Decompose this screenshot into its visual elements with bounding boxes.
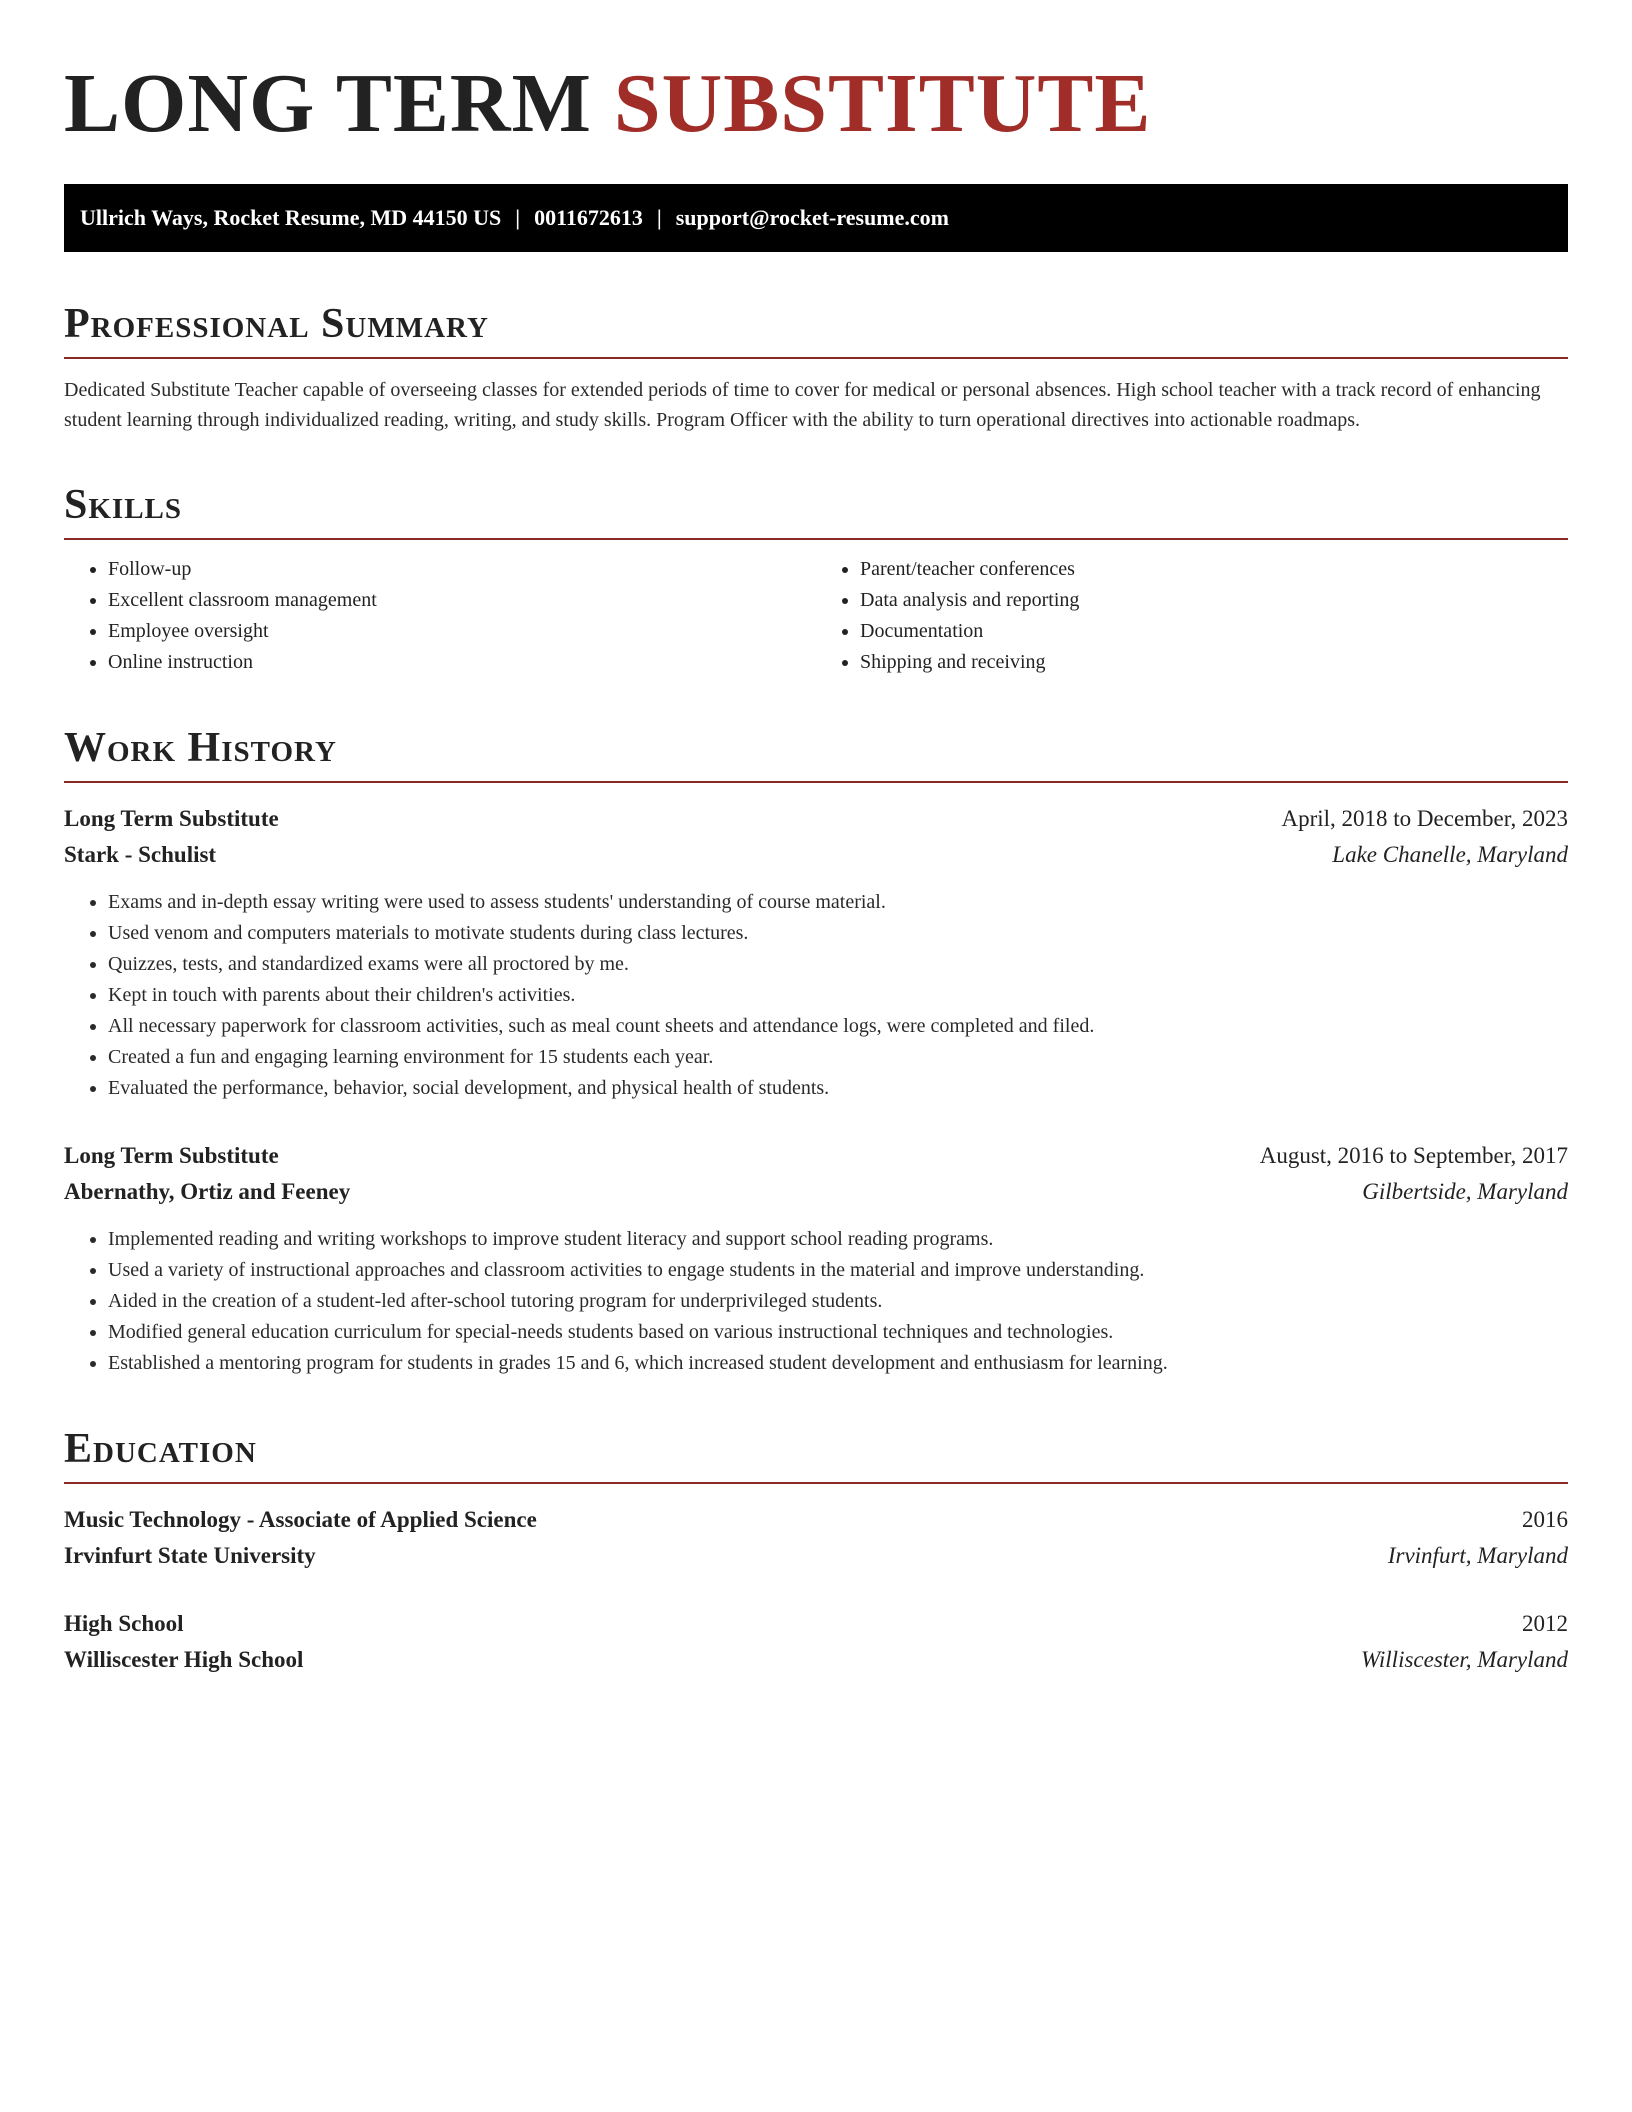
skill-item: • Excellent classroom management [108, 585, 816, 616]
contact-separator: | [515, 205, 521, 230]
section-title-skills: Skills [64, 482, 183, 528]
section-title-work-history: Work History [64, 725, 337, 771]
job-header-row [64, 801, 1568, 837]
education-school-row [64, 1538, 1568, 1574]
job-duty: • Aided in the creation of a student-led after-school tutoring program for underprivileged students. [108, 1286, 1568, 1317]
job-duty: • Exams and in-depth essay writing were used to assess students' understanding of course material. [108, 887, 1568, 918]
job-duties [64, 887, 1568, 1104]
title-part-2: SUBSTITUTE [613, 57, 1152, 150]
job-duty: • Created a fun and engaging learning environment for 15 students each year. [108, 1042, 1568, 1073]
section-divider [64, 781, 1568, 783]
job-dates: August, 2016 to September, 2017 [1259, 1143, 1568, 1168]
work-history-section [64, 722, 1568, 1379]
education-location: Irvinfurt, Maryland [1387, 1543, 1568, 1568]
education-location: Williscester, Maryland [1361, 1647, 1568, 1672]
job-duty: • Evaluated the performance, behavior, social development, and physical health of students. [108, 1073, 1568, 1104]
contact-separator: | [656, 205, 662, 230]
skill-item: • Documentation [860, 616, 1568, 647]
skills-columns [64, 554, 1568, 678]
skill-item: • Online instruction [108, 647, 816, 678]
job-duty: • All necessary paperwork for classroom activities, such as meal count sheets and attendance logs, were completed and filed. [108, 1011, 1568, 1042]
education-school: Williscester High School [64, 1647, 304, 1672]
contact-email: support@rocket-resume.com [675, 205, 949, 230]
education-entry [64, 1606, 1568, 1678]
skill-item: • Parent/teacher conferences [860, 554, 1568, 585]
contact-bar [64, 184, 1568, 252]
job-location: Gilbertside, Maryland [1362, 1179, 1568, 1204]
contact-phone: 0011672613 [534, 205, 643, 230]
job-duty: • Kept in touch with parents about their children's activities. [108, 980, 1568, 1011]
job-company-row [64, 837, 1568, 873]
job-dates: April, 2018 to December, 2023 [1281, 806, 1568, 831]
skills-section [64, 479, 1568, 678]
education-entry [64, 1502, 1568, 1574]
contact-address: Ullrich Ways, Rocket Resume, MD 44150 US [80, 205, 502, 230]
job-duties [64, 1224, 1568, 1379]
education-year: 2012 [1522, 1611, 1568, 1636]
resume-title [64, 0, 1568, 152]
job-role: Long Term Substitute [64, 1143, 279, 1168]
job-header-row [64, 1138, 1568, 1174]
job-duty: • Established a mentoring program for students in grades 15 and 6, which increased student development and enthusiasm for learning. [108, 1348, 1568, 1379]
job-entry [64, 1138, 1568, 1379]
section-divider [64, 357, 1568, 359]
skill-item: • Employee oversight [108, 616, 816, 647]
job-location: Lake Chanelle, Maryland [1332, 842, 1568, 867]
education-degree: High School [64, 1611, 184, 1636]
education-section [64, 1423, 1568, 1678]
education-header-row [64, 1606, 1568, 1642]
job-entry [64, 801, 1568, 1104]
skill-item: • Data analysis and reporting [860, 585, 1568, 616]
job-role: Long Term Substitute [64, 806, 279, 831]
section-divider [64, 1482, 1568, 1484]
section-title-education: Education [64, 1426, 257, 1472]
resume-content [64, 0, 1568, 1678]
education-degree: Music Technology - Associate of Applied Science [64, 1507, 537, 1532]
summary-section [64, 298, 1568, 435]
job-company-row [64, 1174, 1568, 1210]
job-company: Abernathy, Ortiz and Feeney [64, 1179, 351, 1204]
education-school: Irvinfurt State University [64, 1543, 316, 1568]
summary-text: Dedicated Substitute Teacher capable of overseeing classes for extended periods of time to cover for medical or personal absences. High school teacher with a track record of enhancing student learning through individualized reading, writing, and study skills. Program Officer with the ability to turn operational directives into actionable roadmaps. [64, 379, 1541, 431]
section-title-summary: Professional Summary [64, 301, 489, 347]
job-duty: • Implemented reading and writing workshops to improve student literacy and support school reading programs. [108, 1224, 1568, 1255]
job-duty: • Modified general education curriculum for special-needs students based on various instructional techniques and technologies. [108, 1317, 1568, 1348]
skills-column-left [64, 554, 816, 678]
education-school-row [64, 1642, 1568, 1678]
skill-item: • Shipping and receiving [860, 647, 1568, 678]
job-duty: • Quizzes, tests, and standardized exams were all proctored by me. [108, 949, 1568, 980]
section-divider [64, 538, 1568, 540]
skill-item: • Follow-up [108, 554, 816, 585]
title-part-1: LONG TERM [64, 57, 592, 150]
job-duty: • Used venom and computers materials to motivate students during class lectures. [108, 918, 1568, 949]
education-header-row [64, 1502, 1568, 1538]
job-company: Stark - Schulist [64, 842, 217, 867]
education-year: 2016 [1522, 1507, 1568, 1532]
job-duty: • Used a variety of instructional approaches and classroom activities to engage students in the material and improve understanding. [108, 1255, 1568, 1286]
skills-column-right [816, 554, 1568, 678]
